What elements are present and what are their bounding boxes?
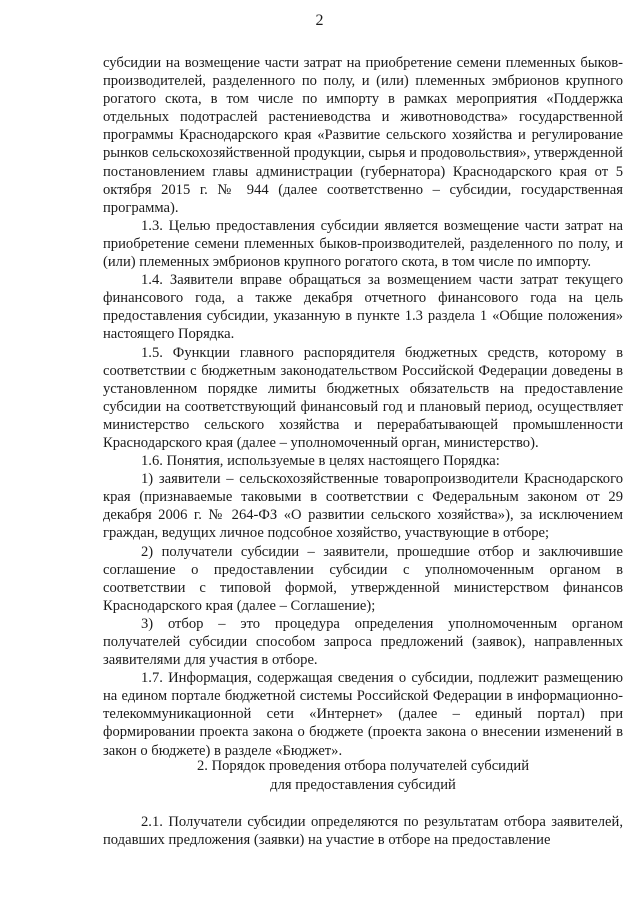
paragraph-subsidy-definition: субсидии на возмещение части затрат на приобретение семени племенных быков-производителей, разделенного по полу, и (или) племенных эмбрионов крупного рогатого скота, в том числе по импорту в рамках мероприятия «Поддержка отдельных подотраслей растениеводства и животноводства» государственной программы Краснодарского края «Развитие сельского хозяйства и регулирование рынков сельскохозяйственной продукции, сырья и продовольствия», утвержденной постановлением главы администрации (губернатора) Краснодарского края от 5 октября 2015 г. № 944 (далее соответственно – субсидии, государственная программа). [103,55,623,216]
paragraph-1-6: 1.6. Понятия, используемые в целях настоящего Порядка: [141,453,500,470]
paragraph-1-6-item-3: 3) отбор – это процедура определения уполномоченным органом получателей субсидии способом запроса предложений (заявок), направленных заявителями для участия в отборе. [103,615,623,669]
paragraph-1-7: 1.7. Информация, содержащая сведения о субсидии, подлежит размещению на едином портале бюджетной системы Российской Федерации в информационно-телекоммуникационной сети «Интернет» (далее – единый портал) при формировании проекта закона о бюджете (проекта закона о внесении изменений в закон о бюджете) в разделе «Бюджет». [103,670,623,759]
paragraph-1-3: 1.3. Целью предоставления субсидии является возмещение части затрат на приобретение семени племенных быков-производителей, разделенного по полу, и (или) племенных эмбрионов крупного рогатого скота, в том числе по импорту. [103,217,623,271]
paragraph-1-5: 1.5. Функции главного распорядителя бюджетных средств, которому в соответствии с бюджетным законодательством Российской Федерации доведены в установленном порядке лимиты бюджетных обязательств на предоставление субсидии на соответствующий финансовый год и плановый период, осуществляет министерство сельского хозяйства и перерабатывающей промышленности Краснодарского края (далее – уполномоченный орган, министерство). [103,344,623,451]
paragraph-1-6-item-2: 2) получатели субсидии – заявители, прошедшие отбор и заключившие соглашение о предоставлении субсидии с уполномоченным органом в соответствии с типовой формой, утвержденной министерством финансов Краснодарского края (далее – Соглашение); [103,543,623,614]
section-heading-line-1: 2. Порядок проведения отбора получателей субсидий [196,758,530,774]
paragraph-1-6-item-1: 1) заявители – сельскохозяйственные товаропроизводители Краснодарского края (признаваемые таковыми в соответствии с Федеральным законом от 29 декабря 2006 г. № 264-ФЗ «О развитии сельского хозяйства»), за исключением граждан, ведущих личное подсобное хозяйство, участвующие в отборе; [103,471,623,542]
body-text [103,54,623,760]
paragraph-2-1: 2.1. Получатели субсидии определяются по результатам отбора заявителей, подавших предложения (заявки) на участие в отборе на предоставление [103,814,623,849]
section-heading-line-2: для предоставления субсидий [270,776,456,793]
paragraph-1-4: 1.4. Заявители вправе обращаться за возмещением части затрат текущего финансового года, а также декабря отчетного финансового года на цель предоставления субсидии, указанную в пункте 1.3 раздела 1 «Общие положения» настоящего Порядка. [103,272,623,343]
page-number: 2 [315,12,324,29]
body-text-section-2 [103,813,623,849]
section-heading [103,757,623,794]
